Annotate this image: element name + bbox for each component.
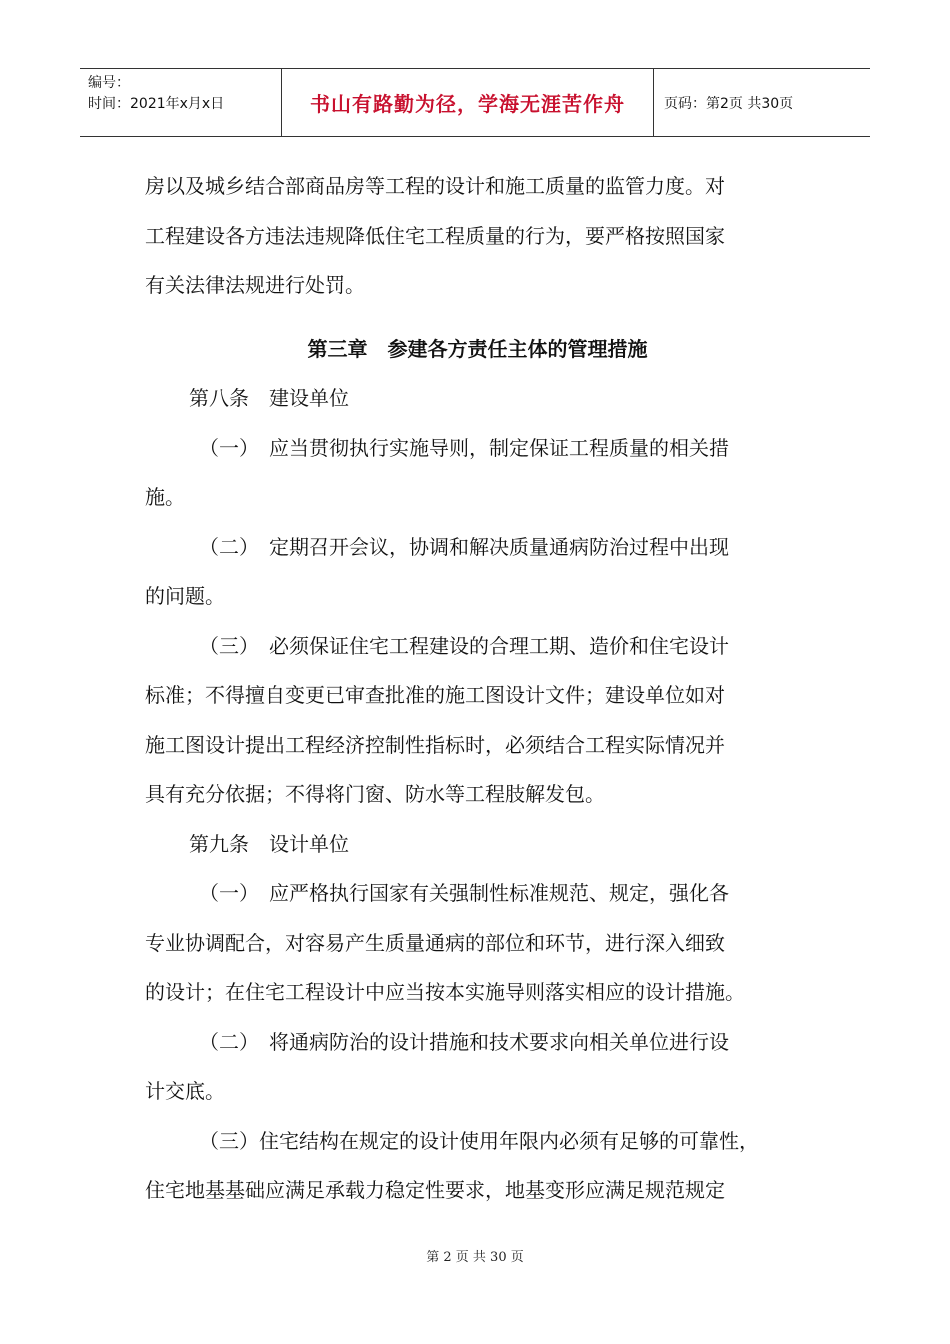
article-8-item-2-cont: 的问题。 xyxy=(145,584,225,608)
article-8-item-3-cont: 具有充分依据；不得将门窗、防水等工程肢解发包。 xyxy=(145,782,605,806)
article-9-title: 第九条 设计单位 xyxy=(189,831,349,856)
article-8-item-2: （二） 定期召开会议，协调和解决质量通病防治过程中出现 xyxy=(199,534,729,559)
body-line: 房以及城乡结合部商品房等工程的设计和施工质量的监管力度。对 xyxy=(145,174,725,198)
header-meta xyxy=(80,69,282,136)
document-number-label: 编号： xyxy=(88,75,130,91)
article-9-item-2-cont: 计交底。 xyxy=(145,1079,225,1103)
article-8-item-1: （一） 应当贯彻执行实施导则，制定保证工程质量的相关措 xyxy=(199,435,729,460)
article-9-item-3: （三）住宅结构在规定的设计使用年限内必须有足够的可靠性， xyxy=(199,1128,759,1153)
article-9-item-3-cont: 住宅地基基础应满足承载力稳定性要求，地基变形应满足规范规定 xyxy=(145,1178,725,1202)
header-motto: 书山有路勤为径，学海无涯苦作舟 xyxy=(310,92,625,116)
article-9-item-1: （一） 应严格执行国家有关强制性标准规范、规定，强化各 xyxy=(199,881,729,905)
chapter-title: 第三章 参建各方责任主体的管理措施 xyxy=(307,336,648,361)
header-motto-cell xyxy=(282,69,654,136)
document-date-label: 时间：2021年x月x日 xyxy=(88,96,225,112)
document-body xyxy=(145,162,810,1216)
article-8-item-3-cont: 标准；不得擅自变更已审查批准的施工图设计文件；建设单位如对 xyxy=(145,683,725,707)
article-9-item-1-cont: 专业协调配合，对容易产生质量通病的部位和环节，进行深入细致 xyxy=(145,930,725,955)
article-9-item-1-cont: 的设计；在住宅工程设计中应当按本实施导则落实相应的设计措施。 xyxy=(145,980,745,1004)
article-8-item-1-cont: 施。 xyxy=(145,485,185,509)
header-page-info: 页码：第2页 共30页 xyxy=(664,95,794,112)
article-9-item-2: （二） 将通病防治的设计措施和技术要求向相关单位进行设 xyxy=(199,1029,729,1054)
body-line: 工程建设各方违法违规降低住宅工程质量的行为，要严格按照国家 xyxy=(145,223,725,248)
article-8-title: 第八条 建设单位 xyxy=(189,386,349,410)
page-footer: 第 2 页 共 30 页 xyxy=(426,1250,524,1265)
page-header xyxy=(80,68,870,137)
article-8-item-3: （三） 必须保证住宅工程建设的合理工期、造价和住宅设计 xyxy=(199,633,729,658)
body-line: 有关法律法规进行处罚。 xyxy=(145,273,365,297)
article-8-item-3-cont: 施工图设计提出工程经济控制性指标时，必须结合工程实际情况并 xyxy=(145,732,725,757)
